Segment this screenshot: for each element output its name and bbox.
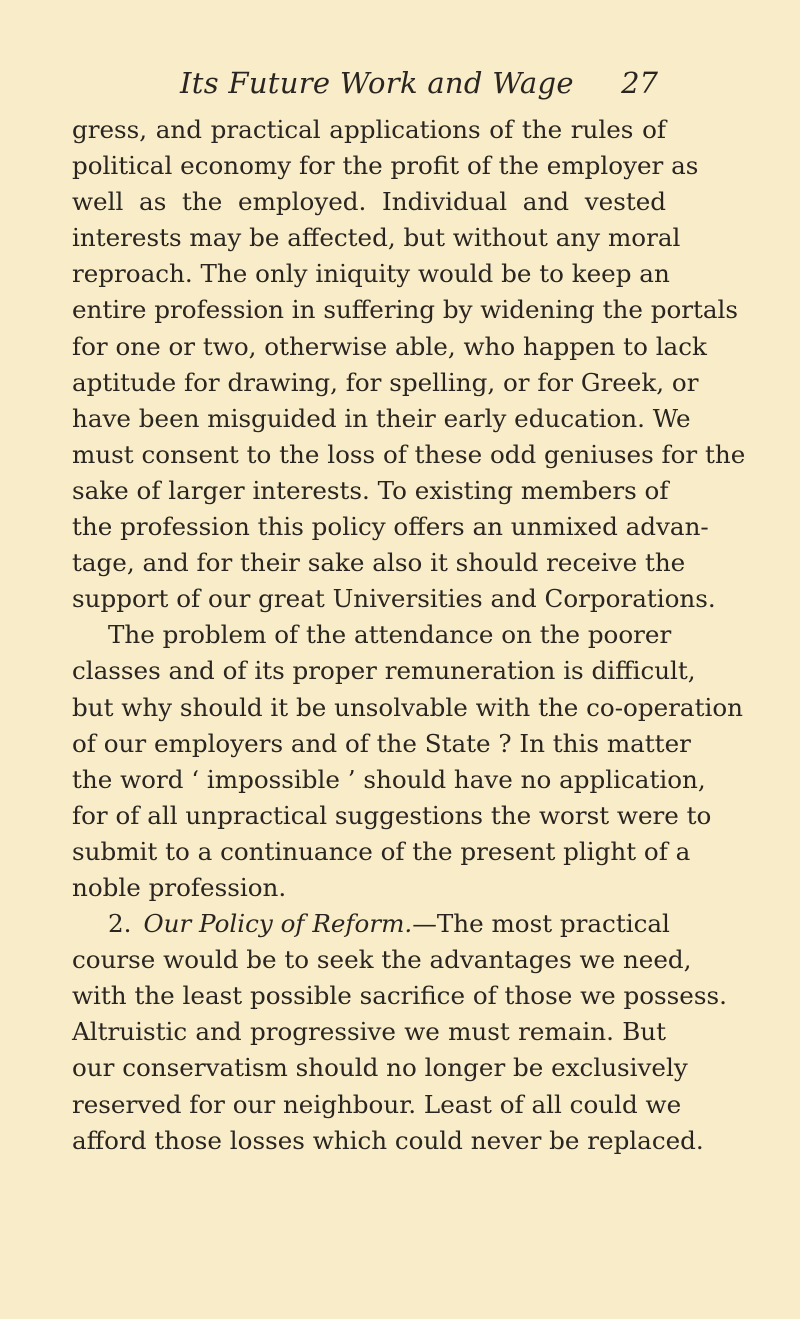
text-line: classes and of its proper remuneration is difficult, xyxy=(72,656,696,686)
text-line: noble profession. xyxy=(72,872,287,902)
text-line: The problem of the attendance on the poorer xyxy=(108,620,672,650)
section-title: Our Policy of Reform. xyxy=(143,909,413,939)
text-line: the profession this policy offers an unmixed advan- xyxy=(72,512,709,542)
text-line: for one or two, otherwise able, who happen to lack xyxy=(72,331,707,361)
text-line: have been misguided in their early education. We xyxy=(72,403,691,433)
running-title: Its Future Work and Wage xyxy=(180,66,574,100)
text-line: our conservatism should no longer be exclusively xyxy=(72,1053,688,1083)
text-line: must consent to the loss of these odd geniuses for the xyxy=(72,439,746,469)
text-line: tage, and for their sake also it should receive the xyxy=(72,548,686,578)
text-line: sake of larger interests. To existing members of xyxy=(72,475,669,505)
text-line: reserved for our neighbour. Least of all could we xyxy=(72,1089,682,1119)
section-heading-line xyxy=(72,906,670,942)
page-header xyxy=(72,66,666,106)
text-line: political economy for the profit of the employer as xyxy=(72,151,699,181)
text-line: gress, and practical applications of the rules of xyxy=(72,115,666,144)
section-number: 2. xyxy=(108,909,132,939)
body-text xyxy=(72,112,746,1159)
text-line: submit to a continuance of the present plight of a xyxy=(72,836,691,866)
text-line: course would be to seek the advantages we need, xyxy=(72,945,692,975)
text-line: reproach. The only iniquity would be to keep an xyxy=(72,259,670,289)
text-line: the word ‘ impossible ’ should have no application, xyxy=(72,764,706,794)
text-line: Altruistic and progressive we must remain. But xyxy=(72,1017,666,1047)
text-line: but why should it be unsolvable with the co-operation xyxy=(72,692,743,722)
text-line: interests may be affected, but without any moral xyxy=(72,223,681,253)
text-line: well as the employed. Individual and vested xyxy=(72,187,666,217)
text-line: aptitude for drawing, for spelling, or for Greek, or xyxy=(72,367,699,397)
page-number: 27 xyxy=(621,66,658,100)
text-line: support of our great Universities and Corporations. xyxy=(72,584,716,614)
text-line: with the least possible sacrifice of those we possess. xyxy=(72,981,727,1011)
text-line: entire profession in suffering by widening the portals xyxy=(72,295,739,325)
text-line: afford those losses which could never be replaced. xyxy=(72,1125,704,1155)
text-line: of our employers and of the State ? In this matter xyxy=(72,728,691,758)
text-line: for of all unpractical suggestions the worst were to xyxy=(72,800,712,830)
section-lead-text: —The most practical xyxy=(412,909,670,939)
